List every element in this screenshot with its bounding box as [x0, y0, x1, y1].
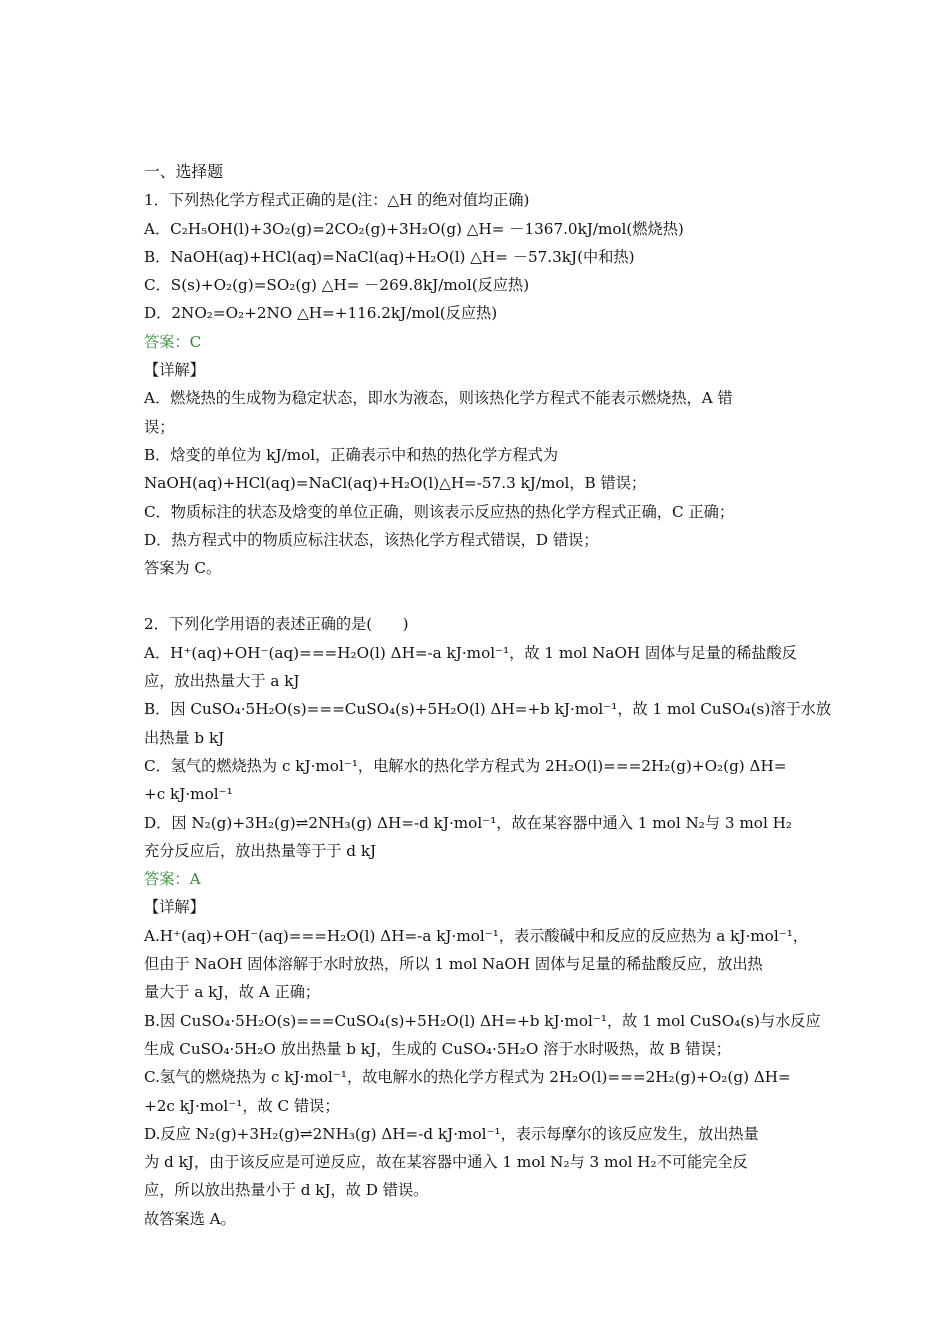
detail-line: 但由于 NaOH 固体溶解于水时放热，所以 1 mol NaOH 固体与足量的稀盐酸反应，放出热	[144, 955, 763, 974]
option-a: A．H⁺(aq)+OH⁻(aq)===H₂O(l) ΔH=-a kJ·mol⁻¹，故 1 mol NaOH 固体与足量的稀盐酸反	[144, 643, 797, 662]
detail-line: NaOH(aq)+HCl(aq)=NaCl(aq)+H₂O(l)△H=-57.3 kJ/mol，B 错误；	[144, 474, 647, 493]
option-a: A．C₂H₅OH(l)+3O₂(g)=2CO₂(g)+3H₂O(g) △H= －1367.0kJ/mol(燃烧热)	[144, 219, 684, 238]
question-stem: 2．下列化学用语的表述正确的是( )	[144, 615, 409, 634]
detail-line: 应，所以放出热量小于 d kJ，故 D 错误。	[144, 1181, 429, 1200]
option-d-cont: 充分反应后，放出热量等于于 d kJ	[144, 841, 377, 860]
option-d: D．因 N₂(g)+3H₂(g)⇌2NH₃(g) ΔH=-d kJ·mol⁻¹，故在某容器中通入 1 mol N₂与 3 mol H₂	[144, 813, 792, 832]
document-page	[144, 158, 832, 1233]
option-b: B．因 CuSO₄·5H₂O(s)===CuSO₄(s)+5H₂O(l) ΔH=+b kJ·mol⁻¹，故 1 mol CuSO₄(s)溶于水放	[144, 700, 832, 719]
detail-line: 量大于 a kJ，故 A 正确；	[144, 983, 321, 1002]
detail-heading: 【详解】	[144, 898, 205, 917]
detail-line: +2c kJ·mol⁻¹，故 C 错误；	[144, 1096, 340, 1115]
answer: 答案：A	[144, 870, 201, 889]
option-d: D．2NO₂=O₂+2NO △H=+116.2kJ/mol(反应热)	[144, 304, 498, 323]
section-title: 一、选择题	[144, 162, 223, 181]
question-stem: 1．下列热化学方程式正确的是(注：△H 的绝对值均正确)	[144, 191, 530, 210]
detail-line: D.反应 N₂(g)+3H₂(g)⇌2NH₃(g) ΔH=-d kJ·mol⁻¹，表示每摩尔的该反应发生，放出热量	[144, 1124, 759, 1143]
detail-line: 答案为 C。	[144, 559, 222, 578]
question-1	[144, 186, 804, 582]
detail-line: C．物质标注的状态及焓变的单位正确，则该表示反应热的热化学方程式正确，C 正确；	[144, 502, 735, 521]
detail-line: B．焓变的单位为 kJ/mol，正确表示中和热的热化学方程式为	[144, 445, 559, 464]
detail-line: D．热方程式中的物质应标注状态，该热化学方程式错误，D 错误；	[144, 530, 599, 549]
detail-line: A.H⁺(aq)+OH⁻(aq)===H₂O(l) ΔH=-a kJ·mol⁻¹，表示酸碱中和反应的反应热为 a kJ·mol⁻¹，	[144, 926, 808, 945]
option-c: C．S(s)+O₂(g)=SO₂(g) △H= －269.8kJ/mol(反应热)	[144, 276, 530, 295]
option-c: C．氢气的燃烧热为 c kJ·mol⁻¹，电解水的热化学方程式为 2H₂O(l)===2H₂(g)+O₂(g) ΔH=	[144, 756, 787, 775]
detail-line: B.因 CuSO₄·5H₂O(s)===CuSO₄(s)+5H₂O(l) ΔH=+b kJ·mol⁻¹，故 1 mol CuSO₄(s)与水反应	[144, 1011, 821, 1030]
option-b-cont: 出热量 b kJ	[144, 728, 225, 747]
detail-line: C.氢气的燃烧热为 c kJ·mol⁻¹，故电解水的热化学方程式为 2H₂O(l)===2H₂(g)+O₂(g) ΔH=	[144, 1068, 791, 1087]
question-2	[144, 610, 832, 1233]
answer: 答案：C	[144, 332, 202, 351]
option-a-cont: 应，放出热量大于 a kJ	[144, 672, 300, 691]
detail-line: 故答案选 A。	[144, 1209, 236, 1228]
spacer	[144, 582, 804, 610]
detail-line: A．燃烧热的生成物为稳定状态，即水为液态，则该热化学方程式不能表示燃烧热，A 错	[144, 389, 733, 408]
detail-line: 误；	[144, 417, 175, 436]
detail-line: 为 d kJ，由于该反应是可逆反应，故在某容器中通入 1 mol N₂与 3 mol H₂不可能完全反	[144, 1153, 748, 1172]
option-c-cont: +c kJ·mol⁻¹	[144, 785, 233, 804]
detail-heading: 【详解】	[144, 361, 205, 380]
option-b: B．NaOH(aq)+HCl(aq)=NaCl(aq)+H₂O(l) △H= －57.3kJ(中和热)	[144, 247, 635, 266]
detail-line: 生成 CuSO₄·5H₂O 放出热量 b kJ，生成的 CuSO₄·5H₂O 溶于水时吸热，故 B 错误；	[144, 1039, 731, 1058]
